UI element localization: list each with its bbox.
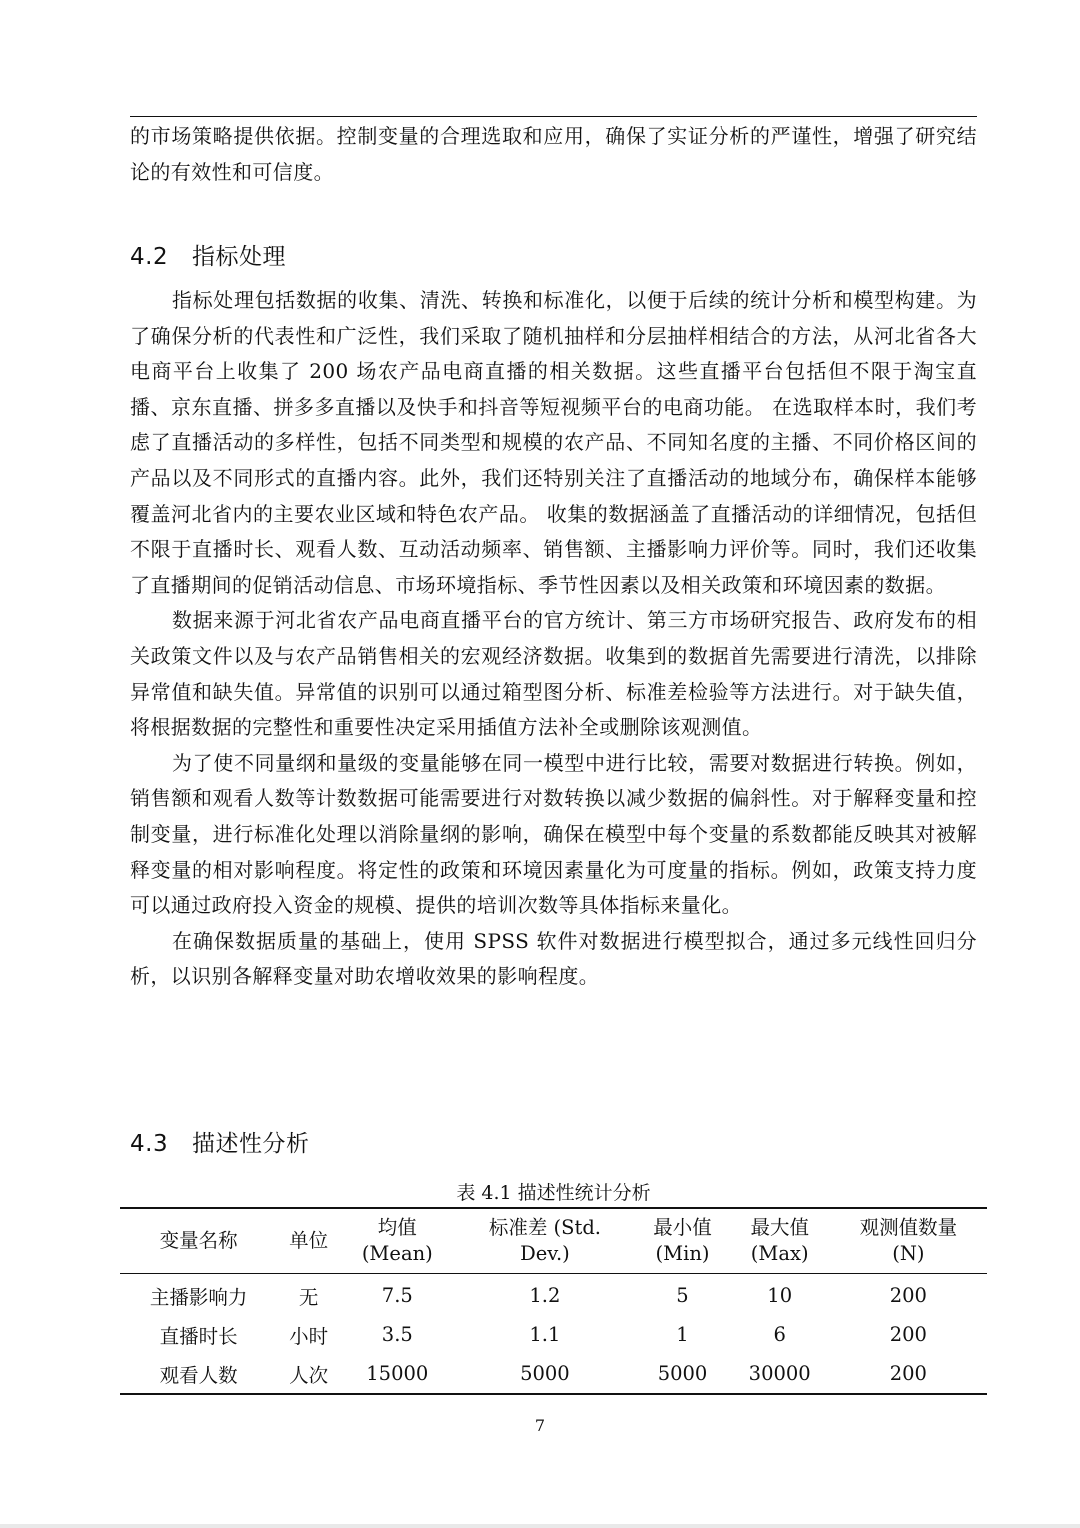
header-observations: 观测值数量 (N) (859, 1216, 958, 1265)
cell-unit: 小时 (289, 1324, 329, 1348)
table-row (120, 1274, 987, 1316)
section-heading-4-3 (130, 1125, 310, 1158)
table-caption: 表 4.1 描述性统计分析 (456, 1182, 651, 1204)
paragraph-model-fitting: 在确保数据质量的基础上，使用 SPSS 软件对数据进行模型拟合，通过多元线性回归分析，以识别各解释变量对助农增收效果的影响程度。 (130, 928, 977, 989)
header-mean: 均值 (Mean) (361, 1216, 433, 1265)
cell-mean: 15000 (366, 1362, 429, 1385)
page-bottom-edge (0, 1524, 1080, 1528)
header-max: 最大值 (Max) (750, 1216, 809, 1265)
cell-mean: 3.5 (381, 1323, 413, 1346)
section-4-2-body (130, 283, 977, 995)
cell-variable: 直播时长 (159, 1324, 238, 1348)
intro-paragraph-block (130, 119, 977, 190)
section-number: 4.3 (130, 1131, 169, 1157)
cell-variable: 观看人数 (159, 1363, 238, 1387)
descriptive-statistics-table (120, 1207, 987, 1395)
section-heading-4-2 (130, 238, 286, 271)
cell-min: 5000 (657, 1362, 708, 1385)
header-min: 最小值 (Min) (653, 1216, 712, 1265)
cell-unit: 人次 (289, 1363, 329, 1387)
cell-min: 5 (676, 1284, 689, 1307)
cell-mean: 7.5 (381, 1284, 413, 1307)
header-rule (130, 116, 977, 117)
table-row (120, 1315, 987, 1354)
section-title: 描述性分析 (192, 1131, 310, 1157)
header-std-dev: 标准差 (Std. Dev.) (488, 1216, 601, 1265)
cell-max: 10 (767, 1284, 793, 1307)
table-row (120, 1354, 987, 1394)
paragraph-data-transformation: 为了使不同量纲和量级的变量能够在同一模型中进行比较，需要对数据进行转换。例如，销售额和观看人数等计数数据可能需要进行对数转换以减少数据的偏斜性。对于解释变量和控制变量，进行标准化处理以消除量纲的影响，确保在模型中每个变量的系数都能反映其对被解释变量的相对影响程度。将定性的政策和环境因素量化为可度量的指标。例如，政策支持力度可以通过政府投入资金的规模、提供的培训次数等具体指标来量化。 (130, 750, 977, 918)
cell-max: 30000 (748, 1362, 811, 1385)
cell-observations: 200 (889, 1362, 927, 1385)
cell-observations: 200 (889, 1284, 927, 1307)
header-variable-name: 变量名称 (159, 1229, 238, 1252)
cell-unit: 无 (298, 1285, 319, 1309)
cell-observations: 200 (889, 1323, 927, 1346)
paragraph-data-cleaning: 数据来源于河北省农产品电商直播平台的官方统计、第三方市场研究报告、政府发布的相关政策文件以及与农产品销售相关的宏观经济数据。收集到的数据首先需要进行清洗，以排除异常值和缺失值。异常值的识别可以通过箱型图分析、标准差检验等方法进行。对于缺失值，将根据数据的完整性和重要性决定采用插值方法补全或删除该观测值。 (130, 608, 977, 740)
intro-continuation-text: 的市场策略提供依据。控制变量的合理选取和应用，确保了实证分析的严谨性，增强了研究结论的有效性和可信度。 (130, 124, 977, 184)
cell-variable: 主播影响力 (149, 1285, 248, 1309)
cell-std-dev: 5000 (520, 1362, 570, 1385)
header-unit: 单位 (289, 1229, 329, 1252)
paragraph-data-collection: 指标处理包括数据的收集、清洗、转换和标准化，以便于后续的统计分析和模型构建。为了确保分析的代表性和广泛性，我们采取了随机抽样和分层抽样相结合的方法，从河北省各大电商平台上收集了 200 场农产品电商直播的相关数据。这些直播平台包括但不限于淘宝直播、京东直播、拼多多直播以及快手和抖音等短视频平台的电商功能。 在选取样本时，我们考虑了直播活动的多样性，包括不同类型和规模的农产品、不同知名度的主播、不同价格区间的产品以及不同形式的直播内容。此外，我们还特别关注了直播活动的地域分布，确保样本能够覆盖河北省内的主要农业区域和特色农产品。 收集的数据涵盖了直播活动的详细情况，包括但不限于直播时长、观看人数、互动活动频率、销售额、主播影响力评价等。同时，我们还收集了直播期间的促销活动信息、市场环境指标、季节性因素以及相关政策和环境因素的数据。 (130, 288, 977, 597)
section-number: 4.2 (130, 244, 169, 270)
page-number: 7 (534, 1416, 546, 1435)
cell-std-dev: 1.1 (529, 1323, 561, 1346)
cell-std-dev: 1.2 (529, 1284, 561, 1307)
cell-min: 1 (676, 1323, 689, 1346)
section-title: 指标处理 (192, 244, 286, 270)
cell-max: 6 (773, 1323, 786, 1346)
table-header-row (120, 1208, 987, 1274)
